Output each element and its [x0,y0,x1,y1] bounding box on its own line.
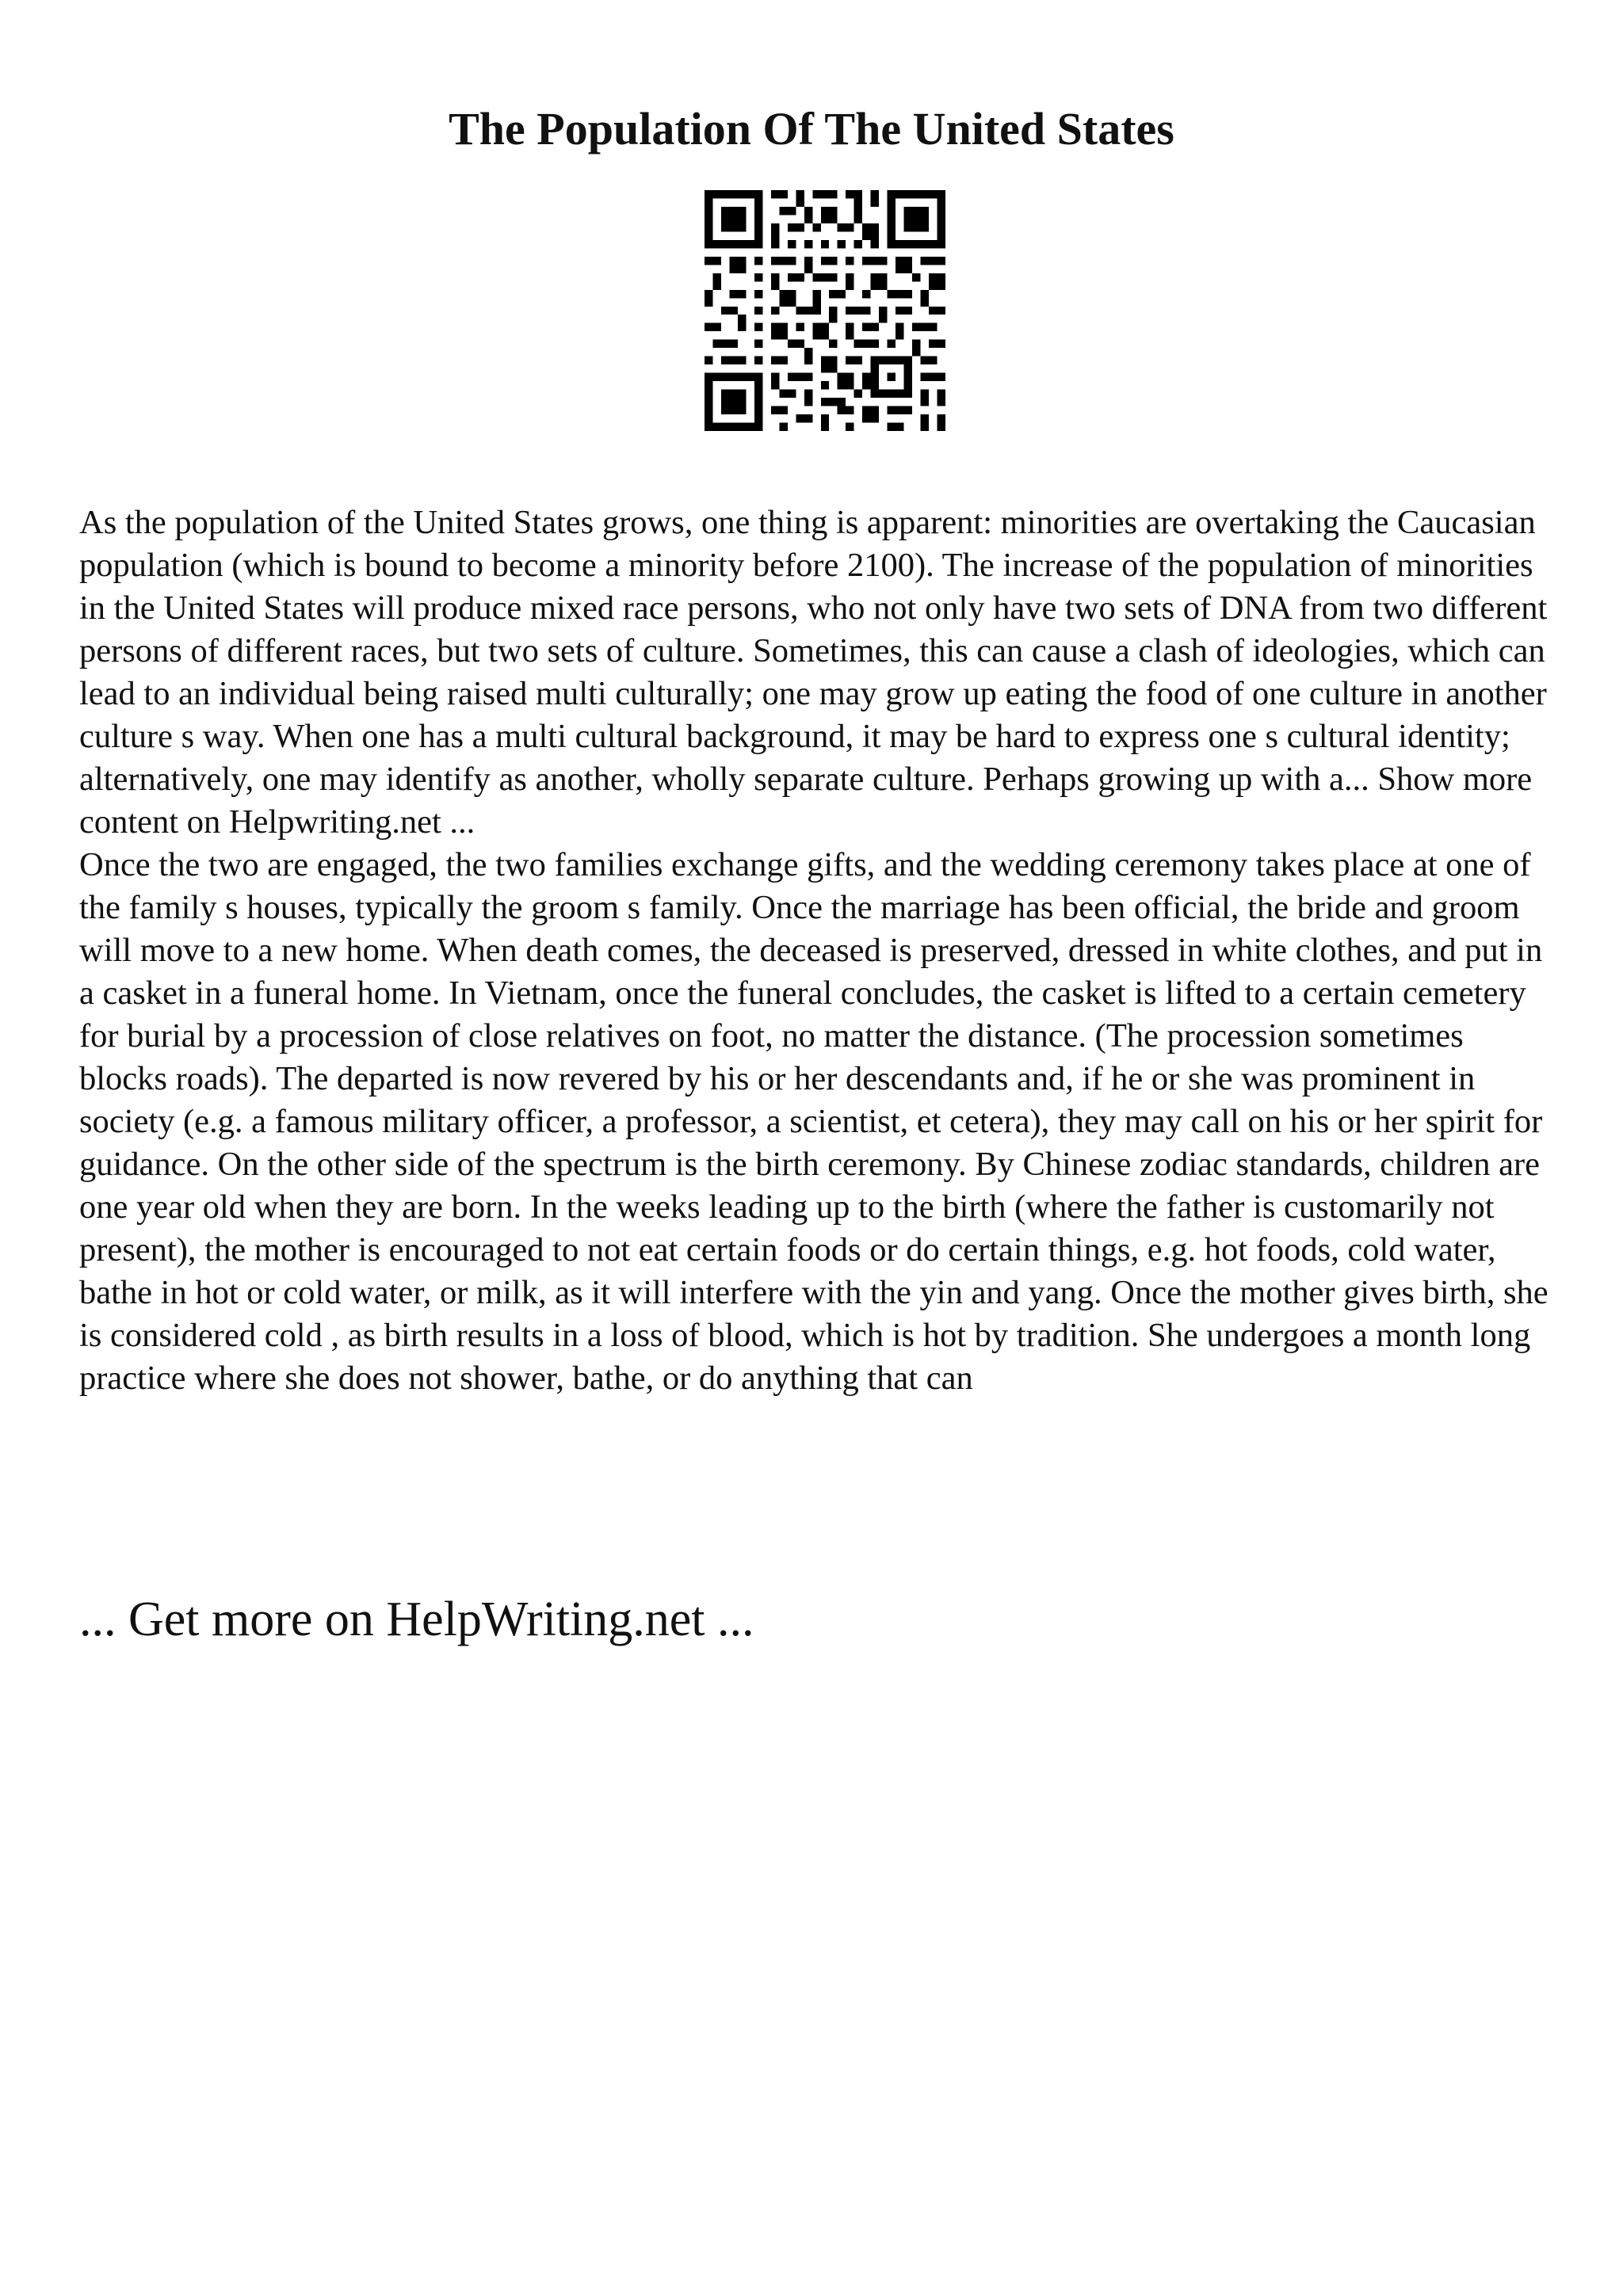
page-title: The Population Of The United States [449,103,1174,154]
paragraph: Once the two are engaged, the two families exchange gifts, and the wedding ceremony takes place at one of the family s houses, typically the groom s family. Once the marriage has been official, the bride and groom will move to a new home. When death comes, the deceased is preserved, dressed in white clothes, and put in a casket in a funeral home. In Vietnam, once the funeral concludes, the casket is lifted to a certain cemetery for burial by a procession of close relatives on foot, no matter the distance. (The procession sometimes blocks roads). The departed is now revered by his or her descendants and, if he or she was prominent in society (e.g. a famous military officer, a professor, a scientist, et cetera), they may call on his or her spirit for guidance. On the other side of the spectrum is the birth ceremony. By Chinese zodiac standards, children are one year old when they are born. In the weeks leading up to the birth (where the father is customarily not present), the mother is encouraged to not eat certain foods or do certain things, e.g. hot foods, cold water, bathe in hot or cold water, or milk, as it will interfere with the yin and yang. Once the mother gives birth, she is considered cold , as birth results in a loss of blood, which is hot by tradition. She undergoes a month long practice where she does not shower, bathe, or do anything that can [79,846,1549,1397]
article-body [79,502,1553,1400]
get-more-link[interactable]: ... Get more on HelpWriting.net ... [79,1592,754,1646]
qr-code-icon[interactable] [705,190,945,431]
paragraph: As the population of the United States grows, one thing is apparent: minorities are overtaking the Caucasian population (which is bound to become a minority before 2100). The increase of the population of minorities in the United States will produce mixed race persons, who not only have two sets of DNA from two different persons of different races, but two sets of culture. Sometimes, this can cause a clash of ideologies, which can lead to an individual being raised multi culturally; one may grow up eating the food of one culture in another culture s way. When one has a multi cultural background, it may be hard to express one s cultural identity; alternatively, one may identify as another, wholly separate culture. Perhaps growing up with a... Show more content on Helpwriting.net ... [79,504,1548,841]
